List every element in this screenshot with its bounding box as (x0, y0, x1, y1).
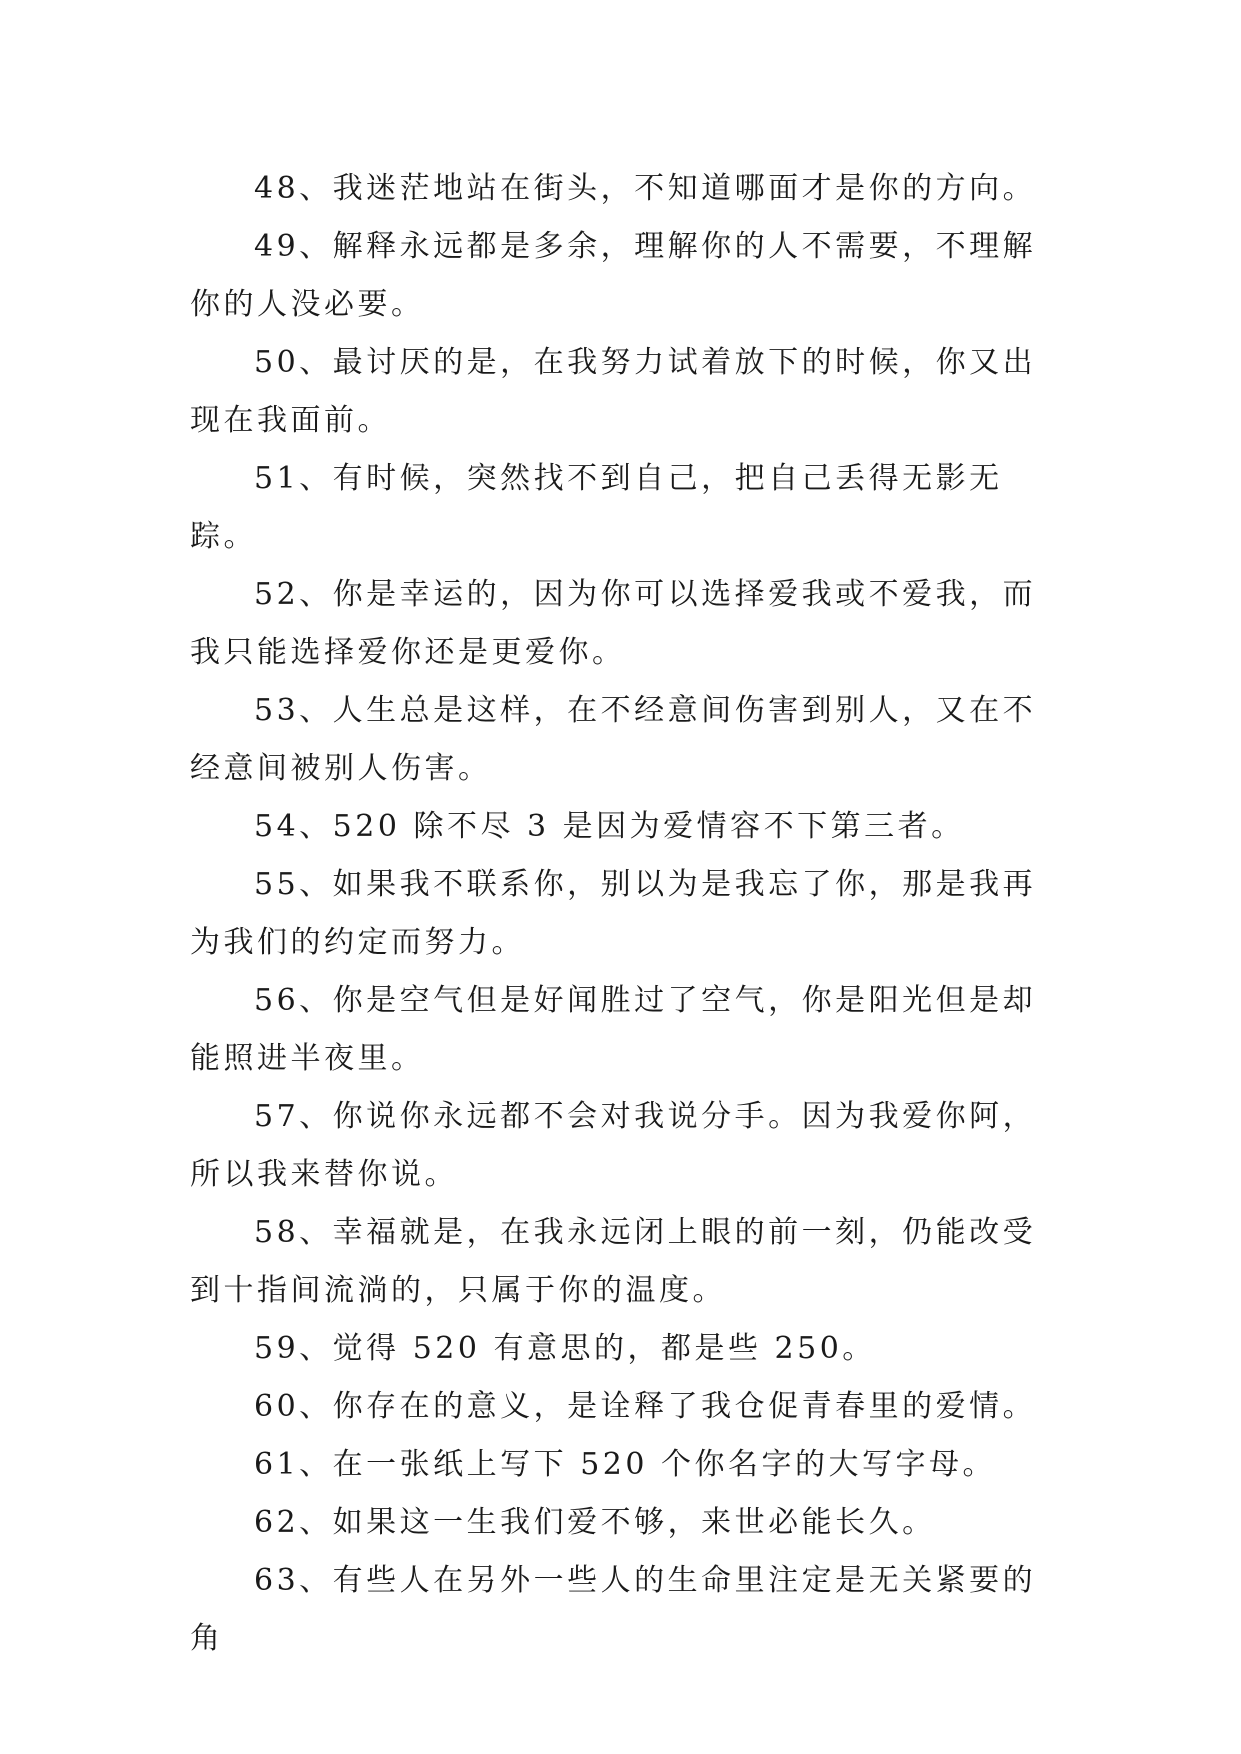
paragraph-59: 59、觉得 520 有意思的，都是些 250。 (254, 1331, 876, 1366)
paragraph-52: 52、你是幸运的，因为你可以选择爱我或不爱我，而我只能选择爱你还是更爱你。 (190, 577, 1037, 670)
paragraph-55: 55、如果我不联系你，别以为是我忘了你，那是我再为我们的约定而努力。 (190, 867, 1037, 960)
paragraph-57: 57、你说你永远都不会对我说分手。因为我爱你阿，所以我来替你说。 (190, 1099, 1037, 1192)
paragraph-49: 49、解释永远都是多余，理解你的人不需要，不理解你的人没必要。 (190, 229, 1037, 322)
paragraph-58: 58、幸福就是，在我永远闭上眼的前一刻，仍能改受到十指间流淌的，只属于你的温度。 (190, 1215, 1037, 1308)
paragraph-51: 51、有时候，突然找不到自己，把自己丢得无影无踪。 (190, 461, 1003, 554)
paragraph-54: 54、520 除不尽 3 是因为爱情容不下第三者。 (254, 809, 965, 844)
paragraph-61: 61、在一张纸上写下 520 个你名字的大写字母。 (254, 1447, 997, 1482)
paragraph-60: 60、你存在的意义，是诠释了我仓促青春里的爱情。 (254, 1389, 1037, 1424)
paragraph-56: 56、你是空气但是好闻胜过了空气，你是阳光但是却能照进半夜里。 (190, 983, 1037, 1076)
paragraph-63: 63、有些人在另外一些人的生命里注定是无关紧要的角 (190, 1563, 1037, 1656)
paragraph-50: 50、最讨厌的是，在我努力试着放下的时候，你又出现在我面前。 (190, 345, 1037, 438)
paragraph-53: 53、人生总是这样，在不经意间伤害到别人，又在不经意间被别人伤害。 (190, 693, 1037, 786)
body-text (190, 160, 1050, 1668)
paragraph-62: 62、如果这一生我们爱不够，来世必能长久。 (254, 1505, 936, 1540)
paragraph-48: 48、我迷茫地站在街头，不知道哪面才是你的方向。 (254, 171, 1037, 206)
